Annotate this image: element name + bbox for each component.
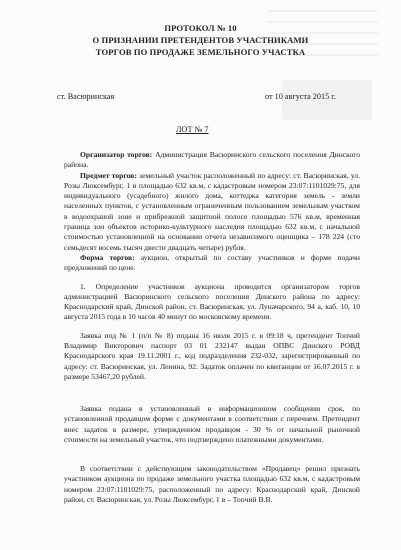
form-text: аукцион, открытый по составу участников и форме подачи предложений по цене. — [64, 252, 360, 273]
item-2-paragraph: Заявка под № 1 (п/п № 8) подана 16 июля 2015 г. в 09:18 ч, претендент Топчий Владимир Викторович паспорт 03 01 232147 выдан ОПВС Динского РОВД Краснодарского края 19.11.2001 г., код подразделения 232-032, зарегистрированный по адресу: ст. Васюринская, ул. Ленина, 92. Задаток оплачен по квитанции от 16.07.2015 г. в размере 53467,20 рублей. — [64, 330, 360, 381]
protocol-title-line-1: О ПРИЗНАНИИ ПРЕТЕНДЕНТОВ УЧАСТНИКАМИ — [92, 35, 309, 45]
subject-text: земельный участок расположенный по адресу: ст. Васюринская, ул. Розы Люксембург, 1 в площадью 632 кв.м, с кадастровым номером 23:07:1101029:75, для индивидуального (усадебного) жилого дома, коттеджа категория земель - земли населенных пунктов, с установленным ограниченным пользованием земельным участком в водоохраной зоне и прибрежной защитной полосе площадью 576 кв.м, временная граница зон объектов историко-культурного наследия площадью 632 кв.м, с начальной стоимостью установленной на основании отчета независимого оценщика – 178 224 (сто семьдесят восемь тысяч двести двадцать четыре) рубля. — [64, 170, 360, 252]
protocol-title-line-2: ТОРГОВ ПО ПРОДАЖЕ ЗЕМЕЛЬНОГО УЧАСТКА — [95, 47, 306, 57]
form-paragraph — [64, 253, 360, 274]
item-3-paragraph: Заявка подана в установленный в информационном сообщении срок, по установленной продавцом форме с документами в соответствии с перечнем. Претендент внес задаток в размере, утвержденном продавцом - 30 % от начальной рыночной стоимости на земельный участок, что подтверждено платежными документами. — [64, 404, 360, 444]
form-label: Форма торгов: — [80, 252, 135, 262]
subject-label: Предмет торгов: — [80, 170, 137, 180]
decision-paragraph: В соответствии с действующим законодательством «Продавец» решил признать участником аукциона по продаже земельного участка площадью 632 кв.м, с кадастровым номером 23:07:1101029:75, расположенный по адресу: Краснодарский край, Динской район, ст. Васюринская, ул. Розы Люксембург, 1 в – Топчий В.В. — [64, 464, 360, 504]
document-place: ст. Васюринская — [57, 92, 115, 101]
main-body — [64, 150, 360, 382]
subject-paragraph — [64, 171, 360, 253]
lot-number: ЛОТ № 7 — [176, 125, 209, 134]
protocol-number: ПРОТОКОЛ № 10 — [164, 23, 237, 33]
organizer-text: Администрация Васюринского сельского поселения Динского района. — [64, 150, 360, 170]
application-paragraph-block — [64, 404, 360, 445]
document-date: от 10 августа 2015 г. — [265, 92, 336, 101]
organizer-label: Организатор торгов: — [80, 150, 153, 159]
decision-block — [64, 464, 360, 505]
item-1-paragraph: 1. Определение участников аукциона проводится организатором торгов администрацией Васюринского сельского поселения Динского района по адресу: Краснодарский край, Динской район, ст. Васюринская, ул. Луначарского, 94 а, каб. 10, 10 августа 2015 года в 10 часов 40 минут по московскому времени. — [64, 281, 360, 322]
organizer-paragraph — [64, 150, 360, 171]
